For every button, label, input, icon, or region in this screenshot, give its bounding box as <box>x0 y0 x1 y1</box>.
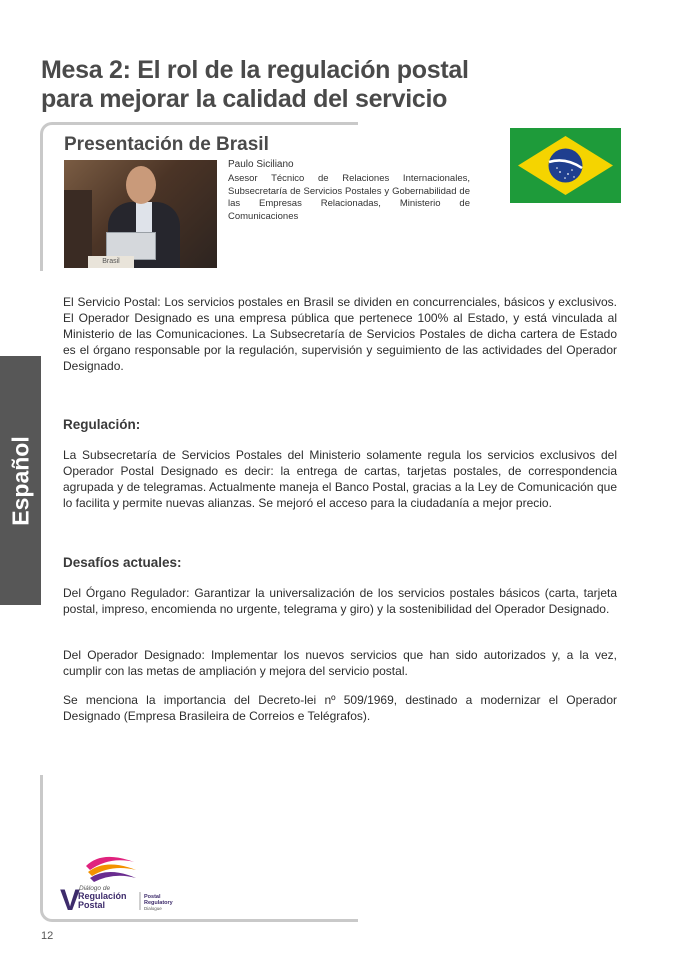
speaker-role: Asesor Técnico de Relaciones Internacionales, Subsecretaría de Servicios Postales y Gobernabilidad de las Empresas Relacionadas, Ministerio de Comunicaciones <box>228 173 470 222</box>
page-number: 12 <box>41 930 54 942</box>
speaker-name: Paulo Siciliano <box>228 159 294 170</box>
photo-shirt <box>136 202 152 232</box>
regulacion-paragraph: La Subsecretaría de Servicios Postales del Ministerio solamente regula los servicios exclusivos del Operador Postal Designado es decir: la entrega de cartas, tarjetas postales, de correspondencia agrupada y de telegramas. Actualmente maneja el Banco Postal, gracias a la Ley de Comunicación que lo facilita y permite nuevas alianzas. Se mejoró el acceso para la ciudadanía a mejor precio. <box>63 448 617 510</box>
logo-line-3: Postal <box>78 900 106 910</box>
brazil-flag-icon <box>510 128 621 203</box>
regulacion-heading: Regulación: <box>63 417 141 432</box>
logo-line-2: Regulación <box>78 891 127 901</box>
postal-dialogue-logo <box>60 852 180 914</box>
desafios-paragraph-1: Del Órgano Regulador: Garantizar la universalización de los servicios postales básicos (carta, tarjeta postal, impreso, encomienda no urgente, telegrama y giro) y la sostenibilidad del Operador Designado. <box>63 586 617 616</box>
desafios-heading: Desafíos actuales: <box>63 555 182 570</box>
logo-numeral: V <box>60 884 81 914</box>
title-line-2: para mejorar la calidad del servicio <box>41 85 448 113</box>
language-label: Español <box>7 435 33 526</box>
photo-nameplate: Brasil <box>88 256 134 268</box>
logo-line-1: Diálogo de <box>79 885 111 892</box>
speaker-photo <box>64 160 217 268</box>
desafios-paragraph-2: Del Operador Designado: Implementar los nuevos servicios que han sido autorizados y, a la vez, cumplir con las metas de ampliación y mejora del servicio postal. <box>63 648 617 678</box>
intro-paragraph: El Servicio Postal: Los servicios postales en Brasil se dividen en concurrenciales, básicos y exclusivos. El Operador Designado es una empresa pública que pertenece 100% al Estado, y está vinculada al Ministerio de las Comunicaciones. La Subsecretaría de Servicios Postales de dicha cartera de Estado es el órgano responsable por la regulación, supervisión y seguimiento de las actividades del Operador Designado. <box>63 295 617 373</box>
logo-right-1: Postal <box>144 894 161 900</box>
logo-swoosh-icon <box>60 852 180 914</box>
language-side-tab <box>0 356 41 605</box>
presentation-title: Presentación de Brasil <box>64 134 269 155</box>
title-line-1: Mesa 2: El rol de la regulación postal <box>41 56 469 84</box>
page-title <box>41 56 641 114</box>
desafios-paragraph-3: Se menciona la importancia del Decreto-lei nº 509/1969, destinado a modernizar el Operador Designado (Empresa Brasileira de Correios e Telégrafos). <box>63 693 617 723</box>
logo-right-3: Dialogue <box>144 906 162 911</box>
photo-head <box>126 166 156 204</box>
logo-right-2: Regulatory <box>144 900 173 906</box>
